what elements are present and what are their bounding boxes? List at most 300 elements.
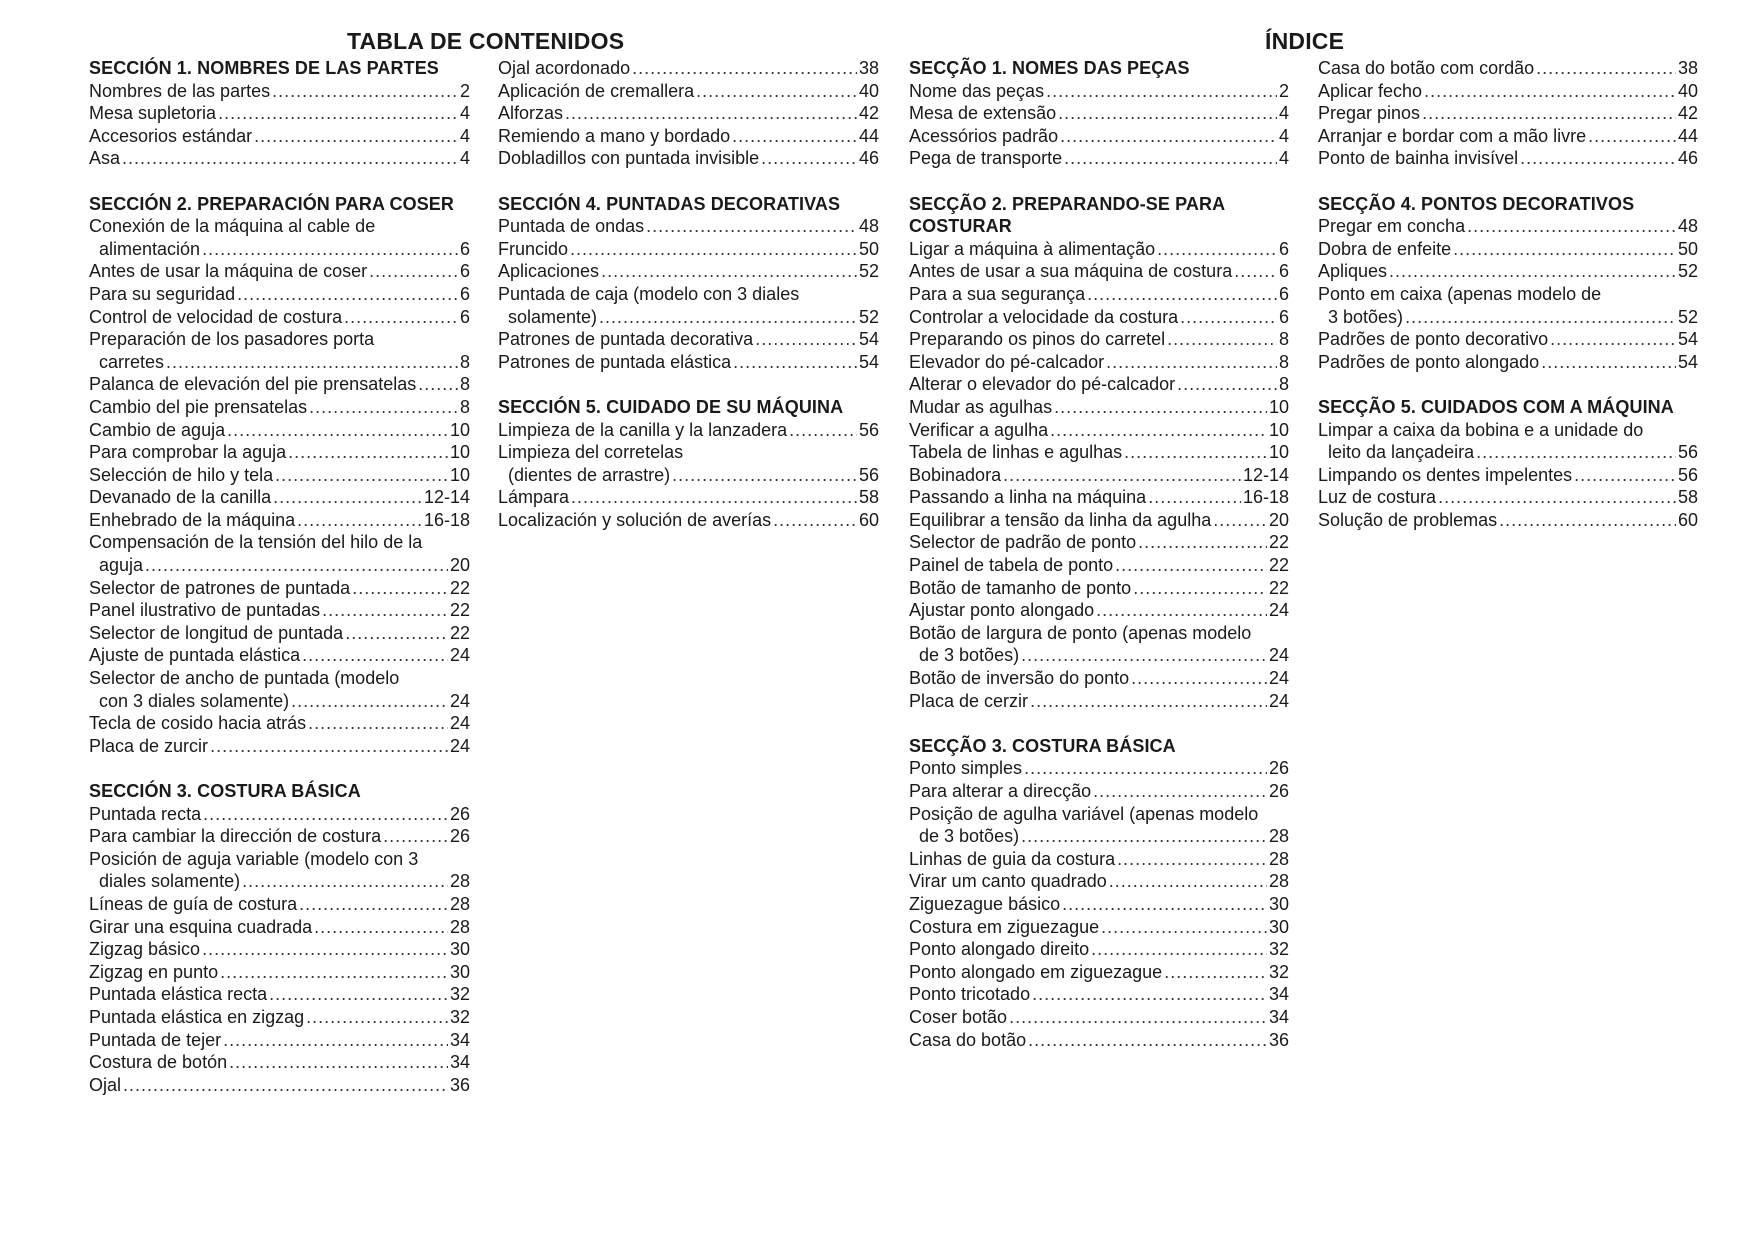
toc-entry[interactable] [498,125,879,148]
toc-entry-title-line: Posição de agulha variável (apenas modelo [909,803,1259,824]
toc-entry-page: 52 [1677,306,1698,327]
toc-entry-title: Para comprobar la aguja [89,442,287,463]
dot-leader [1093,780,1267,803]
section-heading: SECÇÃO 5. CUIDADOS COM A MÁQUINA [1318,396,1674,417]
dot-leader [1536,57,1676,80]
toc-entry[interactable] [909,238,1289,261]
toc-entry-page: 20 [1268,509,1289,530]
toc-entry-title: Virar um canto quadrado [909,871,1107,892]
toc-entry[interactable] [909,306,1289,329]
toc-entry[interactable] [909,260,1289,283]
toc-entry-page: 28 [1268,826,1289,847]
toc-entry[interactable] [909,667,1289,690]
toc-entry[interactable] [909,283,1289,306]
toc-entry[interactable] [89,373,470,396]
toc-entry-title: Pregar em concha [1318,216,1466,237]
dot-leader [565,102,857,125]
toc-entry-page: 60 [858,509,879,530]
toc-entry-title: Pega de transporte [909,148,1063,169]
toc-entry[interactable] [89,712,470,735]
toc-entry[interactable] [89,1051,470,1074]
toc-entry-title: Patrones de puntada elástica [498,351,732,372]
toc-entry-page: 24 [1268,645,1289,666]
toc-entry-page: 8 [1278,351,1289,372]
toc-entry[interactable] [89,803,470,826]
toc-entry[interactable] [909,780,1289,803]
dot-leader [1574,464,1676,487]
dot-leader [1520,147,1676,170]
dot-leader [1009,1006,1267,1029]
toc-entry[interactable] [89,825,470,848]
section-heading: SECÇÃO 2. PREPARANDO-SE PARA [909,193,1226,214]
toc-entry-title: Botão de tamanho de ponto [909,577,1132,598]
dot-leader [1157,238,1277,261]
toc-entry-title: Padrões de ponto alongado [1318,351,1540,372]
toc-entry-page: 28 [1268,848,1289,869]
toc-entry-page: 4 [1278,148,1289,169]
toc-entry-page: 10 [449,419,470,440]
toc-section [1318,396,1698,532]
toc-entry-page: 6 [1278,238,1289,259]
toc-entry[interactable] [909,644,1289,667]
toc-entry[interactable] [89,125,470,148]
dot-leader [418,373,458,396]
toc-entry-title: Ajuste de puntada elástica [89,645,301,666]
toc-entry-page: 38 [1677,58,1698,78]
toc-entry[interactable] [909,125,1289,148]
toc-entry[interactable] [89,893,470,916]
toc-entry-page: 48 [1677,216,1698,237]
toc-entry[interactable] [498,57,879,80]
toc-section [909,57,1289,170]
dot-leader [1177,373,1277,396]
toc-entry-page: 56 [858,464,879,485]
toc-entry[interactable] [1318,238,1698,261]
toc-entry[interactable] [909,825,1289,848]
toc-entry-title: Aplicar fecho [1318,80,1423,101]
toc-entry[interactable] [89,238,470,261]
dot-leader [1109,870,1267,893]
toc-entry[interactable] [89,577,470,600]
toc-entry-title: Localización y solución de averías [498,509,772,530]
dot-leader [297,509,422,532]
dot-leader [1124,441,1267,464]
toc-entry-title: leito da lançadeira [1328,442,1475,463]
toc-entry[interactable] [909,147,1289,170]
toc-entry[interactable] [1318,486,1698,509]
toc-entry-page: 6 [1278,261,1289,282]
toc-entry-title: Cambio de aguja [89,419,226,440]
toc-entry-title: de 3 botões) [919,826,1020,847]
dot-leader [1024,757,1267,780]
toc-entry[interactable] [909,961,1289,984]
toc-entry-page: 10 [1268,442,1289,463]
toc-entry-page: 22 [449,622,470,643]
toc-entry[interactable] [909,396,1289,419]
toc-entry-title: Dobra de enfeite [1318,238,1452,259]
toc-entry[interactable] [909,531,1289,554]
toc-entry-page: 28 [449,893,470,914]
toc-entry-page: 2 [1278,80,1289,101]
toc-entry[interactable] [1318,260,1698,283]
toc-entry-title: Nome das peças [909,80,1045,101]
toc-entry-title: Enhebrado de la máquina [89,509,296,530]
toc-entry[interactable] [498,260,879,283]
toc-entry-title: Ojal acordonado [498,58,631,78]
toc-entry-title: Ojal [89,1074,122,1095]
dot-leader [1032,983,1267,1006]
toc-entry[interactable] [498,328,879,351]
toc-entry-page: 24 [449,735,470,756]
toc-entry[interactable] [89,599,470,622]
toc-entry-page: 28 [449,871,470,892]
toc-entry-page: 20 [449,555,470,576]
toc-entry[interactable] [909,1029,1289,1052]
toc-entry-title: 3 botões) [1328,306,1404,327]
toc-entry[interactable] [89,690,470,713]
toc-entry[interactable] [498,306,879,329]
toc-entry[interactable] [498,351,879,374]
toc-entry-title: Padrões de ponto decorativo [1318,329,1549,350]
toc-entry-title: Tabela de linhas e agulhas [909,442,1123,463]
section-heading: SECÇÃO 3. COSTURA BÁSICA [909,735,1176,756]
toc-entry-page: 60 [1677,509,1698,530]
dot-leader [1422,102,1676,125]
toc-entry-title: Puntada de ondas [498,216,645,237]
toc-entry-page: 34 [1268,984,1289,1005]
dot-leader [1405,306,1676,329]
toc-entry-page: 56 [1677,464,1698,485]
toc-entry[interactable] [89,283,470,306]
dot-leader [1003,464,1241,487]
toc-entry[interactable] [909,870,1289,893]
toc-entry-title: (dientes de arrastre) [508,464,671,485]
dot-leader [344,306,458,329]
dot-leader [1167,328,1277,351]
toc-entry[interactable] [89,554,470,577]
toc-entry[interactable] [89,102,470,125]
toc-entry[interactable] [89,735,470,758]
toc-entry-title: Equilibrar a tensão da linha da agulha [909,509,1212,530]
toc-entry[interactable] [89,622,470,645]
dot-leader [1476,441,1676,464]
toc-section [498,57,879,170]
toc-entry-page: 34 [449,1029,470,1050]
dot-leader [273,486,422,509]
dot-leader [789,419,857,442]
dot-leader [1499,509,1676,532]
toc-section [1318,57,1698,170]
dot-leader [1164,961,1267,984]
toc-entry[interactable] [909,464,1289,487]
toc-entry-title: Costura em ziguezague [909,916,1100,937]
toc-entry[interactable] [498,238,879,261]
toc-entry[interactable] [498,147,879,170]
toc-entry[interactable] [909,509,1289,532]
toc-entry-title: Painel de tabela de ponto [909,555,1114,576]
toc-entry-title: Placa de zurcir [89,735,209,756]
dot-leader [755,328,857,351]
toc-entry-page: 24 [1268,690,1289,711]
toc-entry-page: 52 [858,306,879,327]
toc-entry[interactable] [1318,464,1698,487]
toc-entry[interactable] [498,509,879,532]
toc-entry-title: Casa do botão [909,1029,1027,1050]
section-heading: SECÇÃO 1. NOMES DAS PEÇAS [909,58,1190,78]
dot-leader [1058,102,1277,125]
toc-entry-page: 30 [449,939,470,960]
toc-entry-title: Puntada elástica en zigzag [89,1006,305,1027]
toc-entry-title: Panel ilustrativo de puntadas [89,600,321,621]
toc-entry[interactable] [909,102,1289,125]
toc-entry-page: 16-18 [423,509,470,530]
dot-leader [1180,306,1277,329]
toc-section [498,396,879,532]
toc-entry[interactable] [1318,57,1698,80]
toc-entry-title: Para su seguridad [89,283,236,304]
toc-entry[interactable] [909,328,1289,351]
toc-entry-title: Puntada elástica recta [89,984,268,1005]
toc-entry[interactable] [1318,147,1698,170]
dot-leader [1117,848,1267,871]
dot-leader [218,102,458,125]
dot-leader [242,870,448,893]
toc-entry-page: 24 [1268,668,1289,689]
toc-entry-page: 28 [1268,871,1289,892]
toc-entry[interactable] [89,441,470,464]
dot-leader [1115,554,1267,577]
toc-entry-title-line: Conexión de la máquina al cable de [89,216,376,237]
toc-entry-title: Verificar a agulha [909,419,1049,440]
toc-entry-title: aguja [99,555,144,576]
dot-leader [1133,577,1267,600]
toc-entry[interactable] [89,396,470,419]
toc-entry[interactable] [909,554,1289,577]
toc-entry[interactable] [89,419,470,442]
toc-entry-page: 8 [1278,374,1289,395]
toc-entry-title-line: Posición de aguja variable (modelo con 3 [89,848,419,869]
toc-entry[interactable] [1318,509,1698,532]
toc-entry-title: Cambio del pie prensatelas [89,396,308,417]
dot-leader [1028,1029,1267,1052]
toc-entry[interactable] [89,509,470,532]
toc-entry[interactable] [909,916,1289,939]
toc-entry-page: 54 [1677,329,1698,350]
toc-entry[interactable] [909,419,1289,442]
toc-entry[interactable] [498,215,879,238]
toc-entry[interactable] [89,80,470,103]
toc-entry-title: Girar una esquina cuadrada [89,916,313,937]
dot-leader [314,916,448,939]
toc-entry-page: 6 [459,283,470,304]
dot-leader [1213,509,1267,532]
toc-entry-page: 32 [449,984,470,1005]
toc-entry-title: Alterar o elevador do pé-calcador [909,374,1176,395]
toc-entry-page: 6 [1278,283,1289,304]
dot-leader [269,983,448,1006]
toc-entry-title: de 3 botões) [919,645,1020,666]
dot-leader [1438,486,1676,509]
dot-leader [308,712,448,735]
toc-entry[interactable] [1318,306,1698,329]
toc-entry-title: solamente) [508,306,598,327]
dot-leader [202,238,458,261]
toc-entry-title-line: Botão de largura de ponto (apenas modelo [909,622,1252,643]
toc-entry[interactable] [909,893,1289,916]
toc-entry[interactable] [89,916,470,939]
dot-leader [352,577,448,600]
toc-section [498,193,879,374]
dot-leader [570,238,857,261]
toc-entry-title-line: Compensación de la tensión del hilo de la [89,532,423,553]
toc-section [89,193,470,758]
toc-entry-title: Mesa de extensão [909,103,1057,124]
toc-entry-page: 8 [459,351,470,372]
toc-entry[interactable] [909,80,1289,103]
dot-leader [773,509,857,532]
toc-entry-title: Fruncido [498,238,569,259]
toc-entry[interactable] [1318,351,1698,374]
toc-entry-title: Palanca de elevación del pie prensatelas [89,374,417,395]
toc-entry[interactable] [909,577,1289,600]
dot-leader [1060,125,1277,148]
toc-entry-title: Control de velocidad de costura [89,306,343,327]
dot-leader [1064,147,1277,170]
dot-leader [272,80,458,103]
toc-entry[interactable] [498,419,879,442]
toc-section [89,57,470,170]
toc-entry-title: Ziguezague básico [909,893,1061,914]
dot-leader [1096,599,1267,622]
toc-entry[interactable] [89,351,470,374]
toc-entry[interactable] [909,983,1289,1006]
toc-entry-title: Limpando os dentes impelentes [1318,464,1573,485]
toc-entry-title-line: Selector de ancho de puntada (modelo [89,668,400,689]
toc-entry[interactable] [89,486,470,509]
toc-entry-title: Controlar a velocidade da costura [909,306,1179,327]
toc-entry-title: Selector de patrones de puntada [89,577,351,598]
dot-leader [696,80,857,103]
toc-entry[interactable] [909,373,1289,396]
toc-entry-title: Líneas de guía de costura [89,893,298,914]
toc-entry-page: 4 [459,103,470,124]
toc-entry-page: 54 [858,351,879,372]
dot-leader [1087,283,1277,306]
toc-entry[interactable] [909,848,1289,871]
page-title-spanish: TABLA DE CONTENIDOS [347,28,625,54]
toc-entry[interactable] [498,464,879,487]
toc-entry-title: con 3 diales solamente) [99,690,290,711]
toc-entry[interactable] [1318,102,1698,125]
toc-entry[interactable] [909,690,1289,713]
toc-entry-title: alimentación [99,238,201,259]
toc-entry[interactable] [909,486,1289,509]
toc-entry[interactable] [89,306,470,329]
toc-entry[interactable] [89,1006,470,1029]
toc-entry[interactable] [909,441,1289,464]
toc-entry[interactable] [909,599,1289,622]
toc-entry-page: 40 [1677,80,1698,101]
toc-entry-page: 34 [449,1052,470,1073]
toc-entry-title-line: Preparación de los pasadores porta [89,329,375,350]
dot-leader [369,260,458,283]
dot-leader [223,1029,448,1052]
toc-entry[interactable] [89,464,470,487]
toc-entry-page: 46 [858,148,879,169]
toc-entry[interactable] [1318,80,1698,103]
dot-leader [291,690,448,713]
toc-entry[interactable] [909,938,1289,961]
dot-leader [306,1006,448,1029]
section-heading: SECCIÓN 1. NOMBRES DE LAS PARTES [89,58,439,78]
dot-leader [1588,125,1676,148]
toc-entry[interactable] [1318,215,1698,238]
toc-entry-page: 10 [1268,419,1289,440]
toc-entry[interactable] [909,351,1289,374]
toc-entry[interactable] [89,644,470,667]
toc-entry-page: 58 [858,487,879,508]
toc-entry-page: 56 [858,419,879,440]
toc-entry[interactable] [1318,328,1698,351]
dot-leader [1062,893,1267,916]
toc-entry-page: 2 [459,80,470,101]
toc-entry-page: 26 [1268,781,1289,801]
toc-entry[interactable] [909,1006,1289,1029]
section-heading: SECCIÓN 3. COSTURA BÁSICA [89,781,361,801]
toc-entry[interactable] [1318,441,1698,464]
toc-entry[interactable] [89,260,470,283]
dot-leader [1046,80,1277,103]
toc-entry-title: Antes de usar a sua máquina de costura [909,261,1233,282]
toc-entry-page: 10 [449,464,470,485]
dot-leader [220,961,448,984]
toc-entry-title: Para a sua segurança [909,283,1086,304]
toc-section [89,780,470,1096]
toc-entry[interactable] [498,102,879,125]
toc-entry-title: Para alterar a direcção [909,781,1092,801]
toc-entry[interactable] [498,80,879,103]
toc-entry[interactable] [498,486,879,509]
toc-entry-page: 8 [1278,329,1289,350]
toc-entry-page: 26 [1268,758,1289,779]
toc-entry-title: Bobinadora [909,464,1002,485]
toc-entry[interactable] [89,1029,470,1052]
toc-entry-page: 40 [858,80,879,101]
toc-entry[interactable] [89,1074,470,1097]
toc-entry-title: Nombres de las partes [89,80,271,101]
toc-entry-page: 12-14 [423,487,470,508]
toc-entry[interactable] [89,147,470,170]
toc-entry-title: Zigzag básico [89,939,201,960]
toc-entry[interactable] [89,961,470,984]
page-title-portuguese: ÍNDICE [1265,28,1345,54]
toc-entry[interactable] [89,870,470,893]
dot-leader [646,215,857,238]
dot-leader [123,1074,448,1097]
dot-leader [145,554,448,577]
toc-entry-page: 56 [1677,442,1698,463]
toc-entry[interactable] [909,757,1289,780]
toc-entry-page: 22 [1268,555,1289,576]
toc-entry-page: 36 [449,1074,470,1095]
toc-entry[interactable] [1318,125,1698,148]
toc-entry-title: Tecla de cosido hacia atrás [89,713,307,734]
toc-entry[interactable] [89,938,470,961]
toc-entry-page: 6 [459,238,470,259]
toc-entry[interactable] [89,983,470,1006]
toc-entry-page: 58 [1677,487,1698,508]
toc-entry-page: 32 [1268,961,1289,982]
